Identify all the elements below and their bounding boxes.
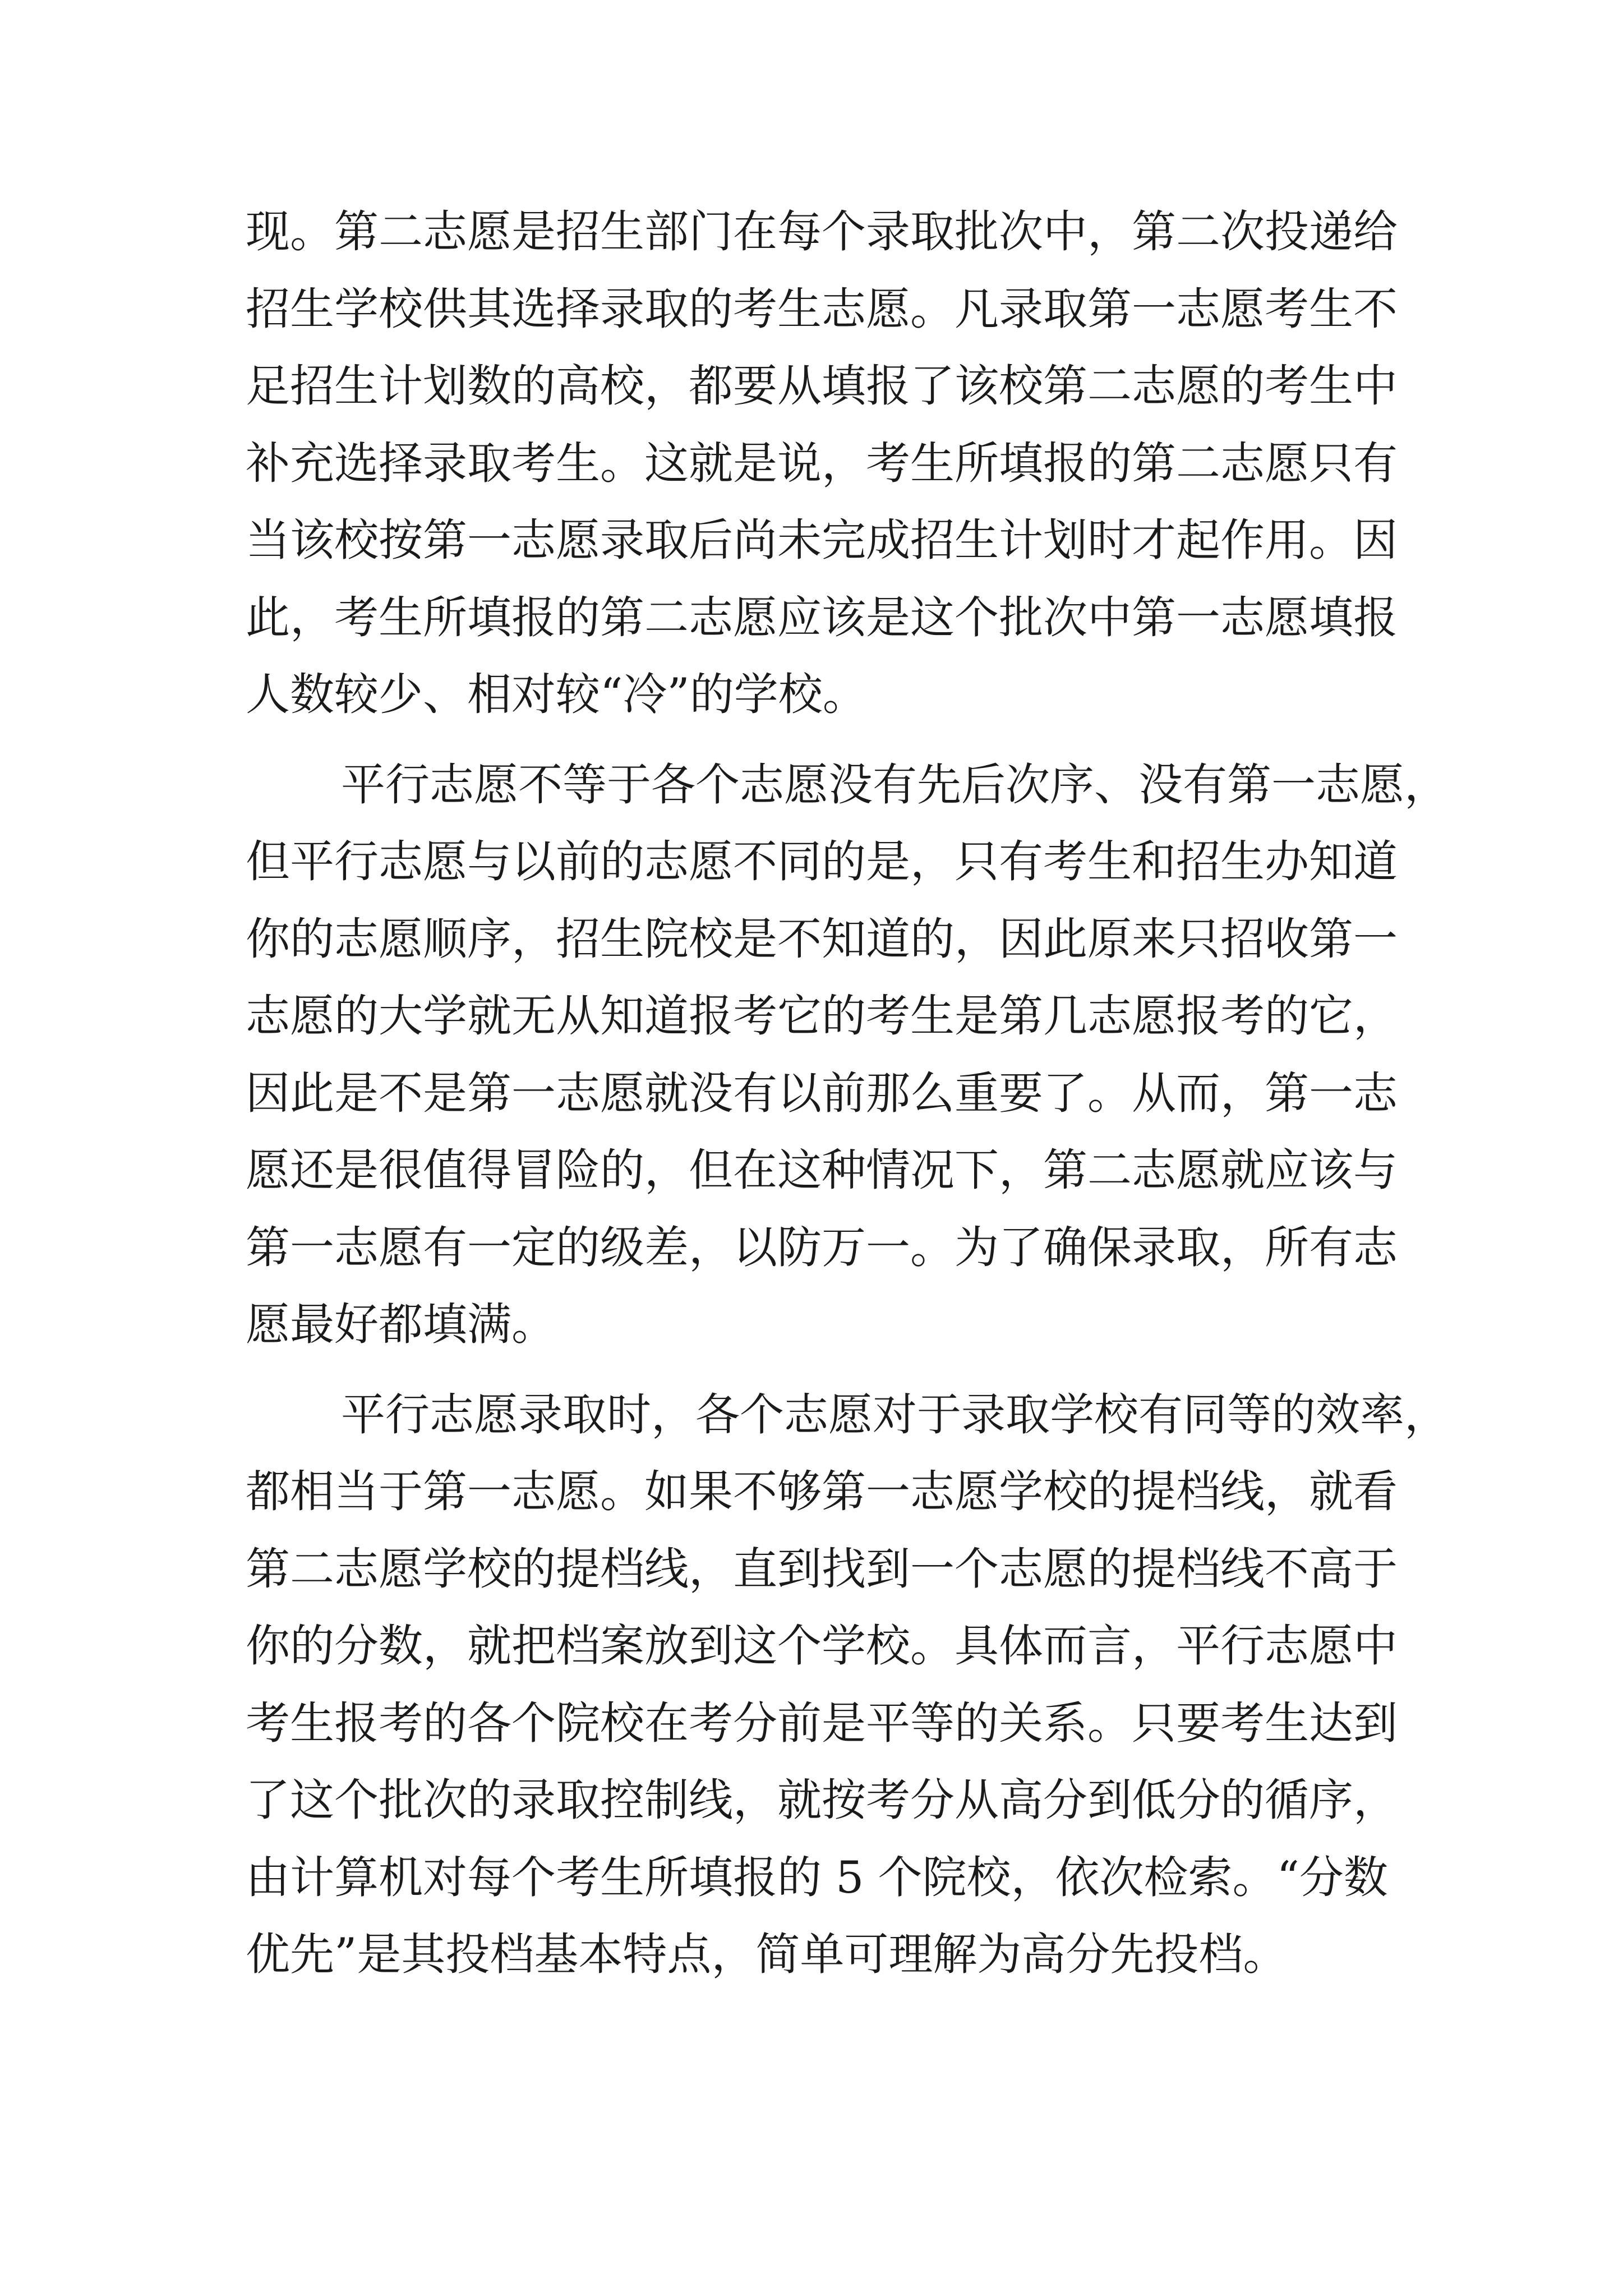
text-line: 愿 还 是 很 值 得 冒 险 的 ， 但 在 这 种 情 况 下 ， 第 二 志 愿 就 应 该 与 (246, 1144, 1398, 1196)
text-line: 第 二 志 愿 学 校 的 提 档 线 ， 直 到 找 到 一 个 志 愿 的 提 档 线 不 高 于 (246, 1543, 1398, 1595)
text-line: 你 的 志 愿 顺 序 ， 招 生 院 校 是 不 知 道 的 ， 因 此 原 来 只 招 收 第 一 (246, 913, 1398, 965)
text-line: 了 这 个 批 次 的 录 取 控 制 线 ， 就 按 考 分 从 高 分 到 低 分 的 循 序 ， (246, 1774, 1398, 1826)
paragraph (246, 194, 1398, 734)
text-line: 志 愿 的 大 学 就 无 从 知 道 报 考 它 的 考 生 是 第 几 志 愿 报 考 的 它 ， (246, 990, 1398, 1042)
paragraph-gap (246, 1364, 1387, 1377)
text-line: 人数较少、相对较“冷”的学校。 (246, 669, 867, 720)
text-line: 愿最好都填满。 (246, 1299, 556, 1350)
text-line: 招 生 学 校 供 其 选 择 录 取 的 考 生 志 愿 。 凡 录 取 第 一 志 愿 考 生 不 (246, 283, 1398, 335)
paragraph (246, 1377, 1449, 1994)
text-line: 由 计 算 机 对 每 个 考 生 所 填 报 的 5 个 院 校 ， 依 次 检 索 。 “ 分 数 (246, 1851, 1388, 1903)
text-line: 此 ， 考 生 所 填 报 的 第 二 志 愿 应 该 是 这 个 批 次 中 第 一 志 愿 填 报 (246, 591, 1398, 643)
text-line: 足 招 生 计 划 数 的 高 校 ， 都 要 从 填 报 了 该 校 第 二 志 愿 的 考 生 中 (246, 360, 1398, 412)
text-line: 但 平 行 志 愿 与 以 前 的 志 愿 不 同 的 是 ， 只 有 考 生 和 招 生 办 知 道 (246, 836, 1398, 887)
text-line: 都 相 当 于 第 一 志 愿 。 如 果 不 够 第 一 志 愿 学 校 的 提 档 线 ， 就 看 (246, 1466, 1398, 1517)
text-line: 第 一 志 愿 有 一 定 的 级 差 ， 以 防 万 一 。 为 了 确 保 录 取 ， 所 有 志 (246, 1221, 1398, 1273)
text-line: 优先”是其投档基本特点，简单可理解为高分先投档。 (246, 1929, 1288, 1980)
text-line: 你 的 分 数 ， 就 把 档 案 放 到 这 个 学 校 。 具 体 而 言 ， 平 行 志 愿 中 (246, 1620, 1398, 1672)
document-body (246, 194, 1449, 1994)
text-line: 平 行 志 愿 录 取 时 ， 各 个 志 愿 对 于 录 取 学 校 有 同 等 的 效 率 ， (341, 1388, 1449, 1441)
paragraph (246, 747, 1449, 1364)
text-line: 当 该 校 按 第 一 志 愿 录 取 后 尚 未 完 成 招 生 计 划 时 才 起 作 用 。 因 (246, 514, 1398, 566)
text-line: 补 充 选 择 录 取 考 生 。 这 就 是 说 ， 考 生 所 填 报 的 第 二 志 愿 只 有 (246, 437, 1398, 489)
paragraph-gap (246, 734, 1387, 747)
text-line: 因 此 是 不 是 第 一 志 愿 就 没 有 以 前 那 么 重 要 了 。 从 而 ， 第 一 志 (246, 1067, 1398, 1119)
text-line: 考 生 报 考 的 各 个 院 校 在 考 分 前 是 平 等 的 关 系 。 只 要 考 生 达 到 (246, 1697, 1398, 1749)
text-line: 平 行 志 愿 不 等 于 各 个 志 愿 没 有 先 后 次 序 、 没 有 第 一 志 愿 ， (341, 758, 1449, 811)
text-line: 现 。 第 二 志 愿 是 招 生 部 门 在 每 个 录 取 批 次 中 ， 第 二 次 投 递 给 (246, 206, 1398, 257)
